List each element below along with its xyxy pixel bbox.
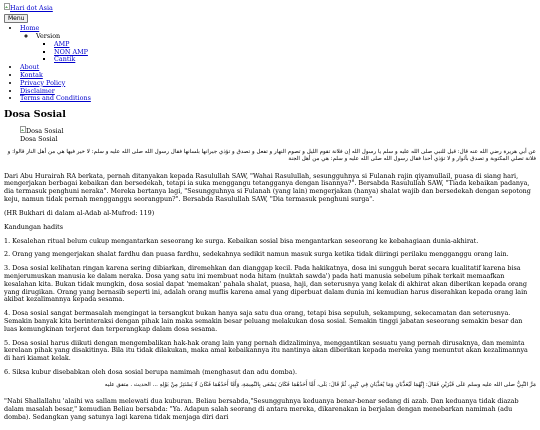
- list-item: 3. Dosa sosial kelihatan ringan karena sering dibiarkan, diremehkan dan dianggap kecil. Pada hakikatnya, dosa ini sungguh berat secara kualitatif karena bisa menjerumuskan manusia ke dalam neraka. Dosa yang satu ini membuat noda hitam (nuktah sawda') pada hati manusia sebelum pihak terkait memaafkan kesalahan kita. Bukan tidak mungkin, dosa sosial dapat 'memakan' pahala shalat, puasa, haji, dan seterusnya yang kelak di akhirat akan diberikan kepada orang yang dirugikan. Orang yang bernasib seperti ini, adalah orang muflis karena amal yang diperbuat dalam dunia ini kemudian harus diserahkan kepada orang lain akibat kezalimannya kepada sesama.: [4, 264, 528, 304]
- nav-link-home[interactable]: Home: [20, 24, 40, 33]
- nav-item-kontak: [20, 72, 536, 80]
- section-heading-kandungan: Kandungan hadits: [4, 222, 63, 231]
- nav-link-kontak[interactable]: Kontak: [20, 71, 43, 79]
- list-item: 6. Siksa kubur disebabkan oleh dosa sosial berupa namimah (menghasut dan adu domba).: [4, 368, 298, 377]
- nav-link-cantik[interactable]: Cantik: [54, 55, 76, 64]
- main-nav: [4, 25, 536, 103]
- nav-version-label: Version: [36, 31, 61, 40]
- nav-item-cantik: [54, 56, 536, 64]
- nav-link-non-amp[interactable]: NON AMP: [54, 47, 88, 56]
- nav-item-disclaimer: [20, 88, 536, 96]
- nav-item-about: [20, 64, 536, 72]
- nav-item-amp: [54, 41, 536, 49]
- menu-button[interactable]: Menu: [4, 14, 28, 23]
- article-caption: Dosa Sosial: [20, 134, 58, 143]
- hadith-reference: (HR Bukhari di dalam al-Adab al-Mufrod: 119): [4, 208, 155, 217]
- hadith-translation-2: "Nabi Shallallahu 'alaihi wa sallam melewati dua kuburan. Beliau bersabda,"Sesungguhnya keduanya benar-benar sedang di azab. Dan keduanya tidak diazab dalam masalah besar," kemudian Beliau bersabda: "Ya. Adapun salah seorang di antara mereka, dikarenakan ia berjalan dengan menebarkan namimah (adu domba). Sedangkan yang satunya lagi karena tidak menjaga diri dari: [4, 397, 519, 422]
- nav-item-version: [36, 33, 536, 64]
- nav-item-privacy: [20, 80, 536, 88]
- nav-link-terms[interactable]: Terms and Conditions: [20, 94, 91, 103]
- nav-submenu: [20, 33, 536, 64]
- nav-link-about[interactable]: About: [20, 63, 40, 72]
- site-logo[interactable]: [4, 3, 53, 13]
- version-submenu: [36, 41, 536, 64]
- nav-link-privacy[interactable]: Privacy Policy: [20, 78, 66, 87]
- nav-link-amp[interactable]: AMP: [54, 39, 70, 48]
- nav-item-terms: [20, 95, 536, 103]
- article-figure: [20, 126, 536, 144]
- site-logo-alt[interactable]: Hari dot Asia: [10, 4, 53, 12]
- nav-item-non-amp: [54, 49, 536, 57]
- list-item: 2. Orang yang mengerjakan shalat fardhu dan puasa fardhu, sedekahnya sedikit namun masuk surga ketika tidak diiringi perilaku mengganggu orang lain.: [4, 250, 509, 259]
- hadith-translation: Dari Abu Hurairah RA berkata, pernah ditanyakan kepada Rasulullah SAW, "Wahai Rasulullah, sesungguhnya si Fulanah rajin qiyamullail, puasa di siang hari, mengerjakan berbagai kebaikan dan bersedekah, tetapi ia suka menggangu tetangganya dengan lisannya?". Bersabda Rasulullah SAW, "Tiada kebaikan padanya, dia termasuk penghuni neraka". Mereka bertanya lagi, "Sesungguhnya si Fulanah (yang lain) mengerjakan (hanya) shalat wajib dan bersedekah dengan sepotong keju, namun tidak pernah mengganggu seorangpun?". Bersabda Rasulullah SAW, "Dia termasuk penghuni surga".: [4, 171, 531, 204]
- page-title: Dosa Sosial: [4, 109, 66, 121]
- article-image: [20, 126, 536, 136]
- nav-item-home: [20, 25, 536, 64]
- arabic-hadith-text: عن أبي هريرة رضي الله عنه قال: قيل للنبي صلى الله عليه و سلم يا رسول الله إن فلانة تقوم الليل و تصوم النهار و تفعل و تصدق و تؤذي جيرانها بلسانها فقال رسول الله صلى الله عليه و سلم: لا خير فيها هي من أهل النار قالوا: و فلانة تصلي المكتوبة و تصدق بأثوار و لا تؤذي أحدا فقال رسول الله صلى الله عليه و سلم: هي من أهل الجنة: [7, 148, 536, 163]
- list-item: 1. Kesalehan ritual belum cukup mengantarkan seseorang ke surga. Kebaikan sosial bisa mengantarkan seseorang ke kebahagiaan dunia-akhirat.: [4, 236, 479, 245]
- list-item: 4. Dosa sosial sangat bermasalah mengingat ia tersangkut bukan hanya saja satu dua orang, tetapi bisa sepuluh, sekampung, sekecamatan dan seterusnya. Semakin banyak kita berinteraksi dengan pihak lain maka semakin besar peluang melakukan dosa sosial. Semakin tinggi jabatan seseorang semakin besar dan luas kemungkinan terjerat dan terperangkap dalam dosa sesama.: [4, 309, 523, 333]
- article-image-alt: Dosa Sosial: [26, 126, 64, 135]
- arabic-hadith-text-2: مَرَّ النَّبِيُّ صلى الله عليه وسلم عَلَى قَبْرَيْنِ فَقَالَ: إِنَّهُمَا لَيُعَذَّبَانِ وَمَا يُعَذَّبَانِ فِي كَبِيرٍ، ثُمَّ قَالَ: بَلَى، أَمَّا أَحَدُهُمَا فَكَانَ يَسْعَى بِالنَّمِيمَةِ، وَأَمَّا أَحَدُهُمَا فَكَانَ لَا يَسْتَتِرُ مِنْ بَوْلِهِ ... الحديث . متفق عليه: [104, 381, 536, 388]
- nav-link-disclaimer[interactable]: Disclaimer: [20, 86, 55, 95]
- list-item: 5. Dosa sosial harus diikuti dengan mengembalikan hak-hak orang lain yang pernah didzaliminya, menggantikan sesuatu yang pernah dirusaknya, dan meminta kerelaan pihak yang disakitinya. Bila itu tidak dilakukan, maka amal kebaikannya itu nantinya akan diberikan kepada mereka yang menuntut akan kezalimannya di hari kiamat kelak.: [4, 338, 528, 363]
